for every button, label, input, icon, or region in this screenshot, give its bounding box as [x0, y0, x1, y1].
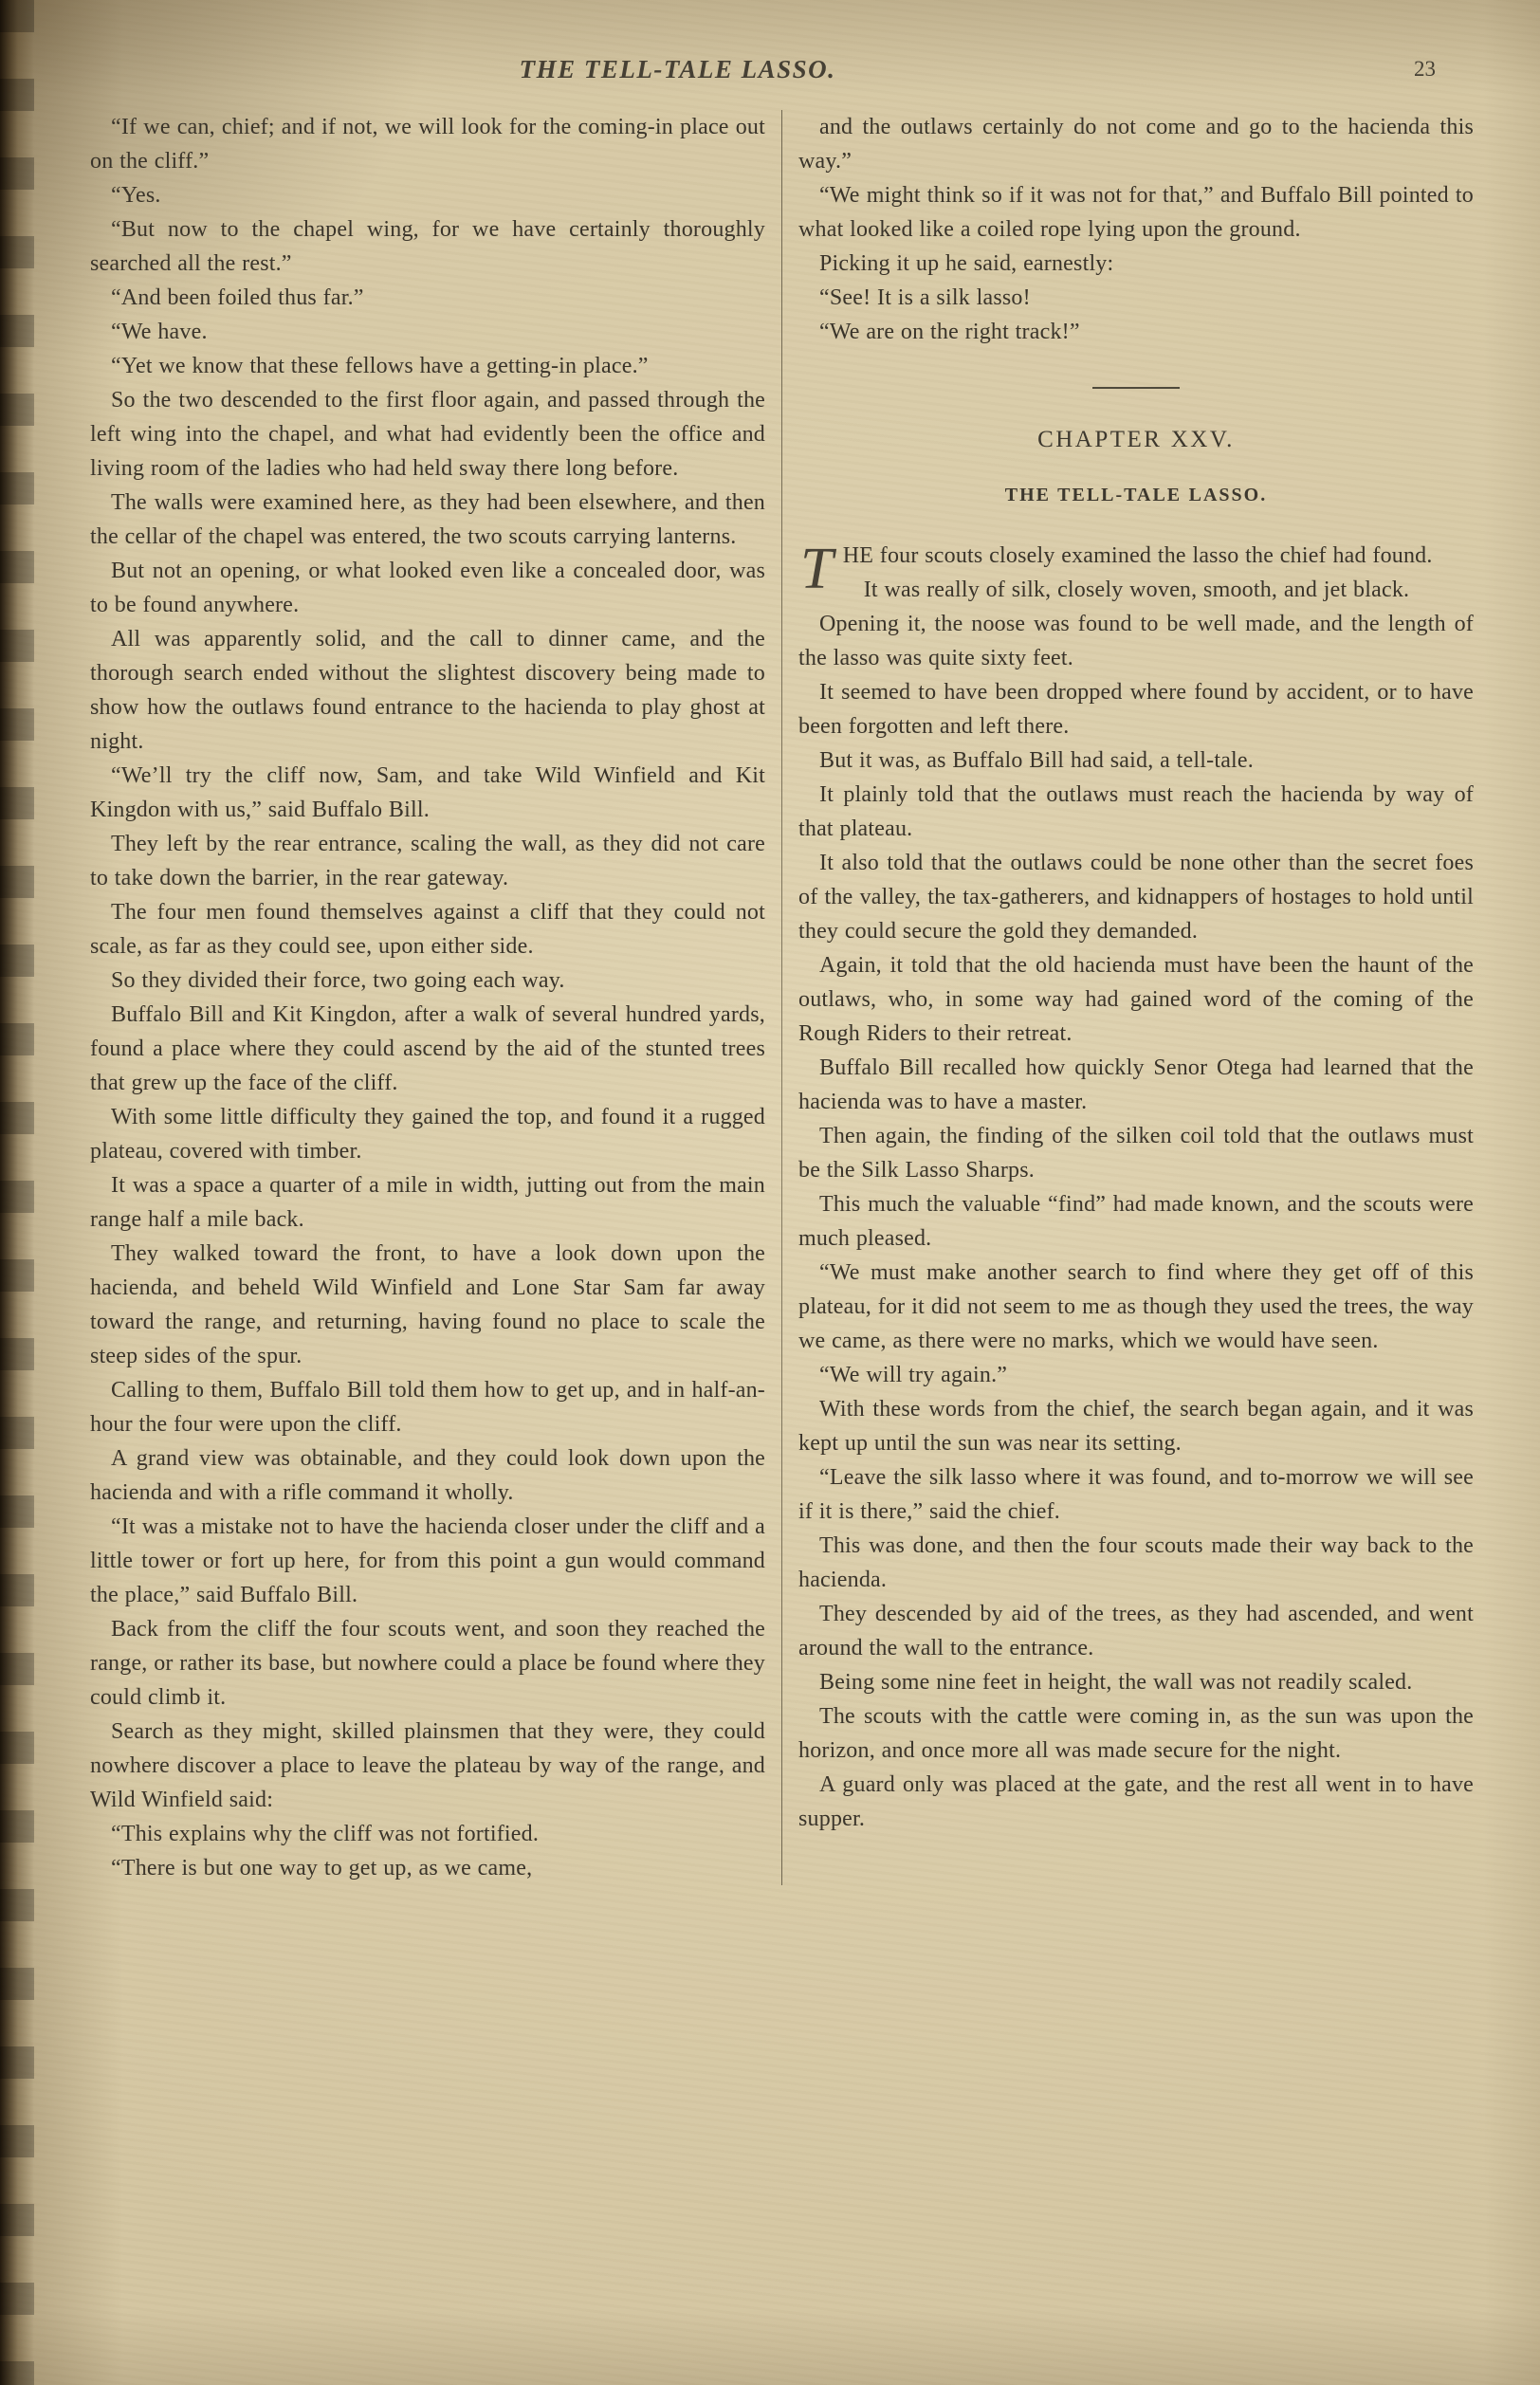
paragraph: A grand view was obtainable, and they could look down upon the hacienda and with a rifle command it wholly. [90, 1446, 765, 1505]
paragraph: “If we can, chief; and if not, we will look for the coming-in place out on the cliff.” [90, 115, 765, 174]
paragraph: With these words from the chief, the search began again, and it was kept up until the sun was near its setting. [798, 1397, 1474, 1456]
paragraph: “See! It is a silk lasso! [819, 285, 1031, 310]
paragraph: “This explains why the cliff was not fortified. [111, 1822, 540, 1846]
paragraph: “It was a mistake not to have the hacienda closer under the cliff and a little tower or fort up here, for from this point a gun would command the place,” said Buffalo Bill. [90, 1514, 765, 1607]
paragraph: “And been foiled thus far.” [111, 285, 364, 310]
paragraph: Then again, the finding of the silken coil told that the outlaws must be the Silk Lasso Sharps. [798, 1124, 1474, 1183]
paragraph: But not an opening, or what looked even like a concealed door, was to be found anywhere. [90, 559, 765, 617]
paragraph: Back from the cliff the four scouts went, and soon they reached the range, or rather its base, but nowhere could a place be found where they could climb it. [90, 1617, 765, 1710]
paragraph: “There is but one way to get up, as we came, [111, 1856, 533, 1880]
paragraph: It plainly told that the outlaws must reach the hacienda by way of that plateau. [798, 782, 1474, 841]
paragraph: The scouts with the cattle were coming in, as the sun was upon the horizon, and once more all was made secure for the night. [798, 1704, 1474, 1763]
paragraph: This much the valuable “find” had made known, and the scouts were much pleased. [798, 1192, 1474, 1251]
paragraph: “Yet we know that these fellows have a getting-in place.” [111, 354, 649, 378]
paragraph: “We must make another search to find where they get off of this plateau, for it did not seem to me as though they used the trees, the way we came, as there were no marks, which we would have seen. [798, 1260, 1474, 1353]
paragraph: “We’ll try the cliff now, Sam, and take Wild Winfield and Kit Kingdon with us,” said Buffalo Bill. [90, 763, 765, 822]
right-column-intro [798, 110, 1474, 349]
paragraph: Being some nine feet in height, the wall was not readily scaled. [819, 1670, 1413, 1695]
paragraph: It was really of silk, closely woven, smooth, and jet black. [863, 578, 1410, 602]
paragraph: But it was, as Buffalo Bill had said, a tell-tale. [819, 748, 1254, 773]
section-divider-rule [1092, 387, 1180, 389]
two-column-text [90, 110, 1474, 1885]
paragraph: So the two descended to the first floor again, and passed through the left wing into the chapel, and what had evidently been the office and living room of the ladies who had held sway there long before. [90, 388, 765, 481]
paragraph: It also told that the outlaws could be none other than the secret foes of the valley, the tax-gatherers, and kidnappers of hostages to hold until they could secure the gold they demanded. [798, 851, 1474, 944]
paragraph: and the outlaws certainly do not come and go to the hacienda this way.” [798, 115, 1474, 174]
paragraph: All was apparently solid, and the call to dinner came, and the thorough search ended without the slightest discovery being made to show how the outlaws found entrance to the hacienda to play ghost at night. [90, 627, 765, 754]
page-number: 23 [1414, 57, 1436, 81]
paragraph: Buffalo Bill and Kit Kingdon, after a walk of several hundred yards, found a place where they could ascend by the aid of the stunted trees that grew up the face of the cliff. [90, 1002, 765, 1095]
chapter-subtitle: THE TELL-TALE LASSO. [1004, 485, 1268, 505]
paragraph: “We might think so if it was not for that,” and Buffalo Bill pointed to what looked like a coiled rope lying upon the ground. [798, 183, 1474, 242]
paragraph: They walked toward the front, to have a look down upon the hacienda, and beheld Wild Winfield and Lone Star Sam far away toward the range, and returning, having found no place to scale the steep sides of the spur. [90, 1241, 765, 1368]
paragraph: With some little difficulty they gained the top, and found it a rugged plateau, covered with timber. [90, 1105, 765, 1164]
chapter-body [798, 573, 1474, 1836]
paragraph: Calling to them, Buffalo Bill told them how to get up, and in half-an-hour the four were upon the cliff. [90, 1378, 765, 1437]
paragraph: The four men found themselves against a cliff that they could not scale, as far as they could see, upon either side. [90, 900, 765, 959]
left-column [90, 110, 781, 1885]
paragraph: “We have. [111, 320, 208, 344]
paragraph: It seemed to have been dropped where found by accident, or to have been forgotten and left there. [798, 680, 1474, 739]
paragraph: Search as they might, skilled plainsmen that they were, they could nowhere discover a place to leave the plateau by way of the range, and Wild Winfield said: [90, 1719, 765, 1812]
paragraph: The walls were examined here, as they had been elsewhere, and then the cellar of the chapel was entered, the two scouts carrying lanterns. [90, 490, 765, 549]
chapter-opening-text: HE four scouts closely examined the lasso the chief had found. [842, 543, 1433, 568]
paragraph: Buffalo Bill recalled how quickly Senor Otega had learned that the hacienda was to have a master. [798, 1055, 1474, 1114]
paragraph: So they divided their force, two going each way. [111, 968, 565, 993]
paragraph: “Yes. [111, 183, 161, 208]
running-title: THE TELL-TALE LASSO. [519, 55, 836, 83]
paragraph: “But now to the chapel wing, for we have certainly thoroughly searched all the rest.” [90, 217, 765, 276]
paragraph: “We will try again.” [819, 1363, 1008, 1387]
page-header [90, 55, 1474, 97]
paragraph: It was a space a quarter of a mile in width, jutting out from the main range half a mile back. [90, 1173, 765, 1232]
paragraph: Again, it told that the old hacienda must have been the haunt of the outlaws, who, in some way had gained word of the coming of the Rough Riders to their retreat. [798, 953, 1474, 1046]
paragraph: “Leave the silk lasso where it was found, and to-morrow we will see if it is there,” said the chief. [798, 1465, 1474, 1524]
chapter-heading: CHAPTER XXV. [1037, 427, 1235, 452]
paragraph: Picking it up he said, earnestly: [819, 251, 1114, 276]
paragraph: They descended by aid of the trees, as they had ascended, and went around the wall to the entrance. [798, 1602, 1474, 1660]
paragraph: Opening it, the noose was found to be well made, and the length of the lasso was quite sixty feet. [798, 612, 1474, 670]
paragraph: This was done, and then the four scouts made their way back to the hacienda. [798, 1533, 1474, 1592]
paragraph: A guard only was placed at the gate, and the rest all went in to have supper. [798, 1772, 1474, 1831]
drop-cap-initial: T [800, 537, 834, 601]
paragraph: “We are on the right track!” [819, 320, 1080, 344]
right-column [782, 110, 1474, 1885]
paragraph: They left by the rear entrance, scaling the wall, as they did not care to take down the barrier, in the rear gateway. [90, 832, 765, 890]
